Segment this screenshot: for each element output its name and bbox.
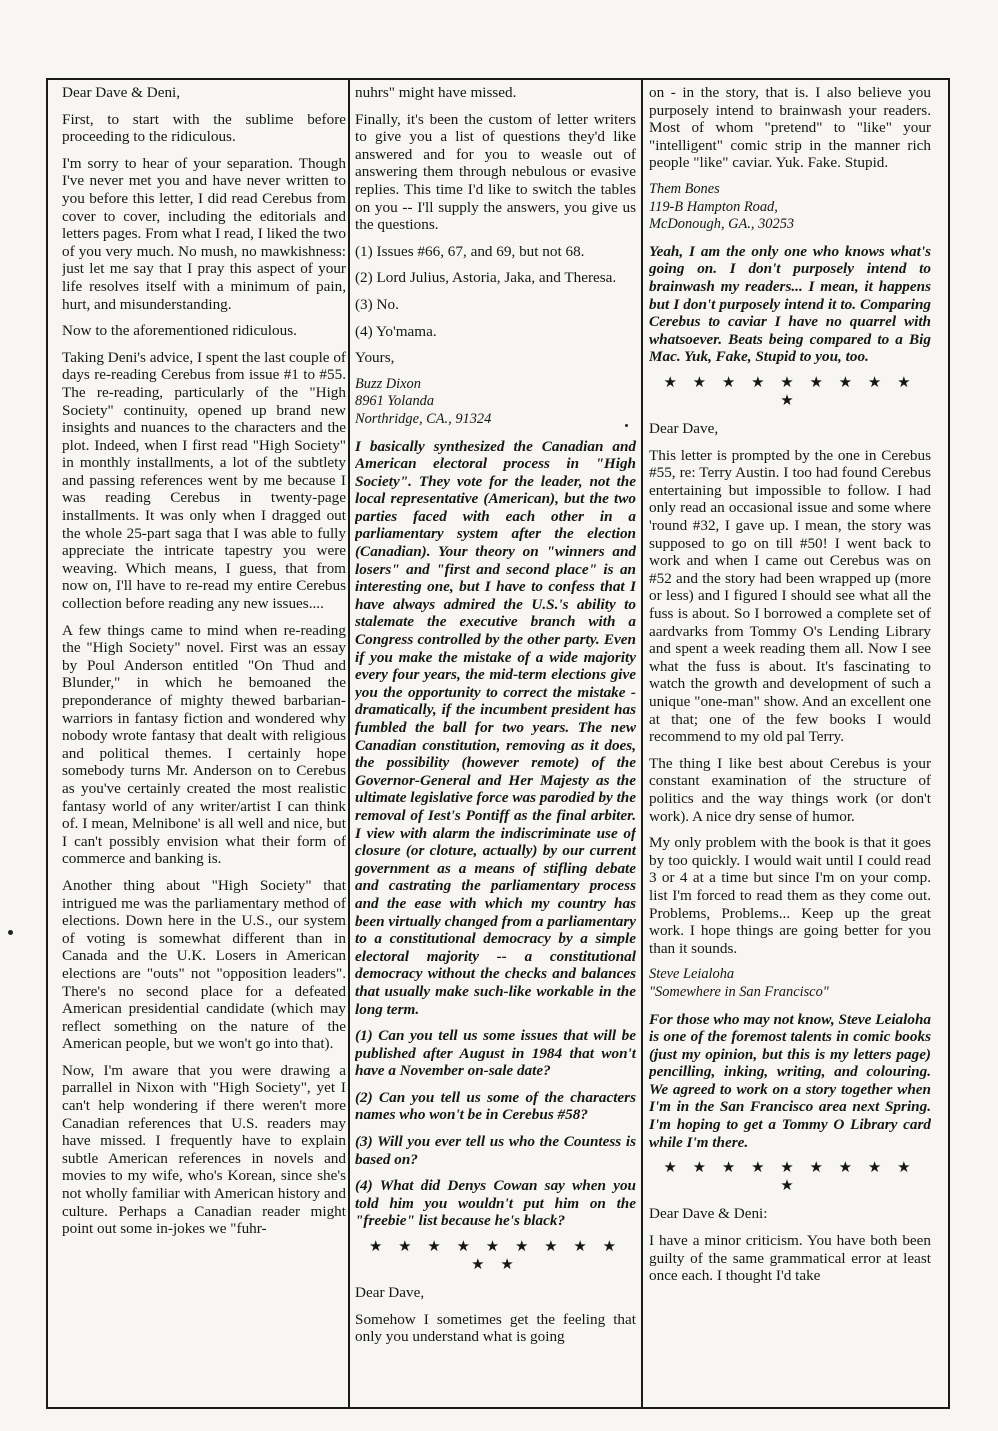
- letter-paragraph: I have a minor criticism. You have both been guilty of the same grammatical error at least once each. I thought I'd take: [649, 1232, 931, 1285]
- signature-line: "Somewhere in San Francisco": [649, 983, 829, 1000]
- letters-column-3: [649, 84, 931, 1404]
- letter-paragraph: (3) No.: [355, 295, 399, 313]
- star-separator: ★ ★ ★ ★ ★ ★ ★ ★ ★ ★: [663, 374, 917, 409]
- letter-paragraph: Now to the aforementioned ridiculous.: [62, 322, 297, 340]
- editor-reply: (4) What did Denys Cowan say when you told him you wouldn't put him on the "freebie" list because he's black?: [355, 1177, 636, 1230]
- signature-line: McDonough, GA., 30253: [649, 216, 795, 233]
- signature-line: Them Bones: [649, 180, 720, 197]
- editor-reply: Yeah, I am the only one who knows what's going on. I don't purposely intend to brainwash my readers... I mean, it happens but I don't purposely intend it to. Comparing Cerebus to caviar I have no quarrel with whatsoever. Beats being compared to a Big Mac. Yuk, Fake, Stupid to you, too.: [649, 242, 931, 366]
- salutation: Dear Dave & Deni:: [649, 1205, 768, 1223]
- letter-paragraph: Finally, it's been the custom of letter writers to give you a list of questions they'd like answered and for you to weasle out of answering them through nebulous or evasive replies. This time I'd like to switch the tables on you -- I'll supply the answers, you give us the questions.: [355, 110, 636, 234]
- letter-paragraph: This letter is prompted by the one in Cerebus #55, re: Terry Austin. I too had found Cerebus entertaining but impossible to follow. I had only read an occasional issue and some where 'round #32, I gave up. I mean, the story was supposed to go on till #50! I went back to work and when I came out Cerebus was on #52 and the story had been wrapped up (more or less) and I figured I should see what all the fuss is about. So I borrowed a complete set of aardvarks from Tommy O's Lending Library and spent a week reading them all. Now I see what the fuss is about. It's fascinating to watch the growth and development of such a unique "one-man" show. And an excellent one at that; one of the few books I would recommend to my old pal Terry.: [649, 446, 931, 746]
- letter-paragraph: A few things came to mind when re-reading the "High Society" novel. First was an essay by Poul Anderson entitled "On Thud and Blunder," in which he bemoaned the preponderance of mighty thewed barbarian-warriors in fantasy fiction and wondered why nobody wrote fantasy that dealt with religious and political themes. I certainly hope somebody turns Mr. Anderson on to Cerebus as you've certainly created the most realistic fantasy world of any writer/artist I can think of. I mean, Melnibone' is all well and nice, but I can't possibly envision what their form of commerce and banking is.: [62, 621, 346, 868]
- signature-line: Buzz Dixon: [355, 375, 421, 392]
- letters-column-1: [62, 84, 346, 1404]
- editor-reply: For those who may not know, Steve Leialoha is one of the foremost talents in comic books (just my opinion, but this is my letters page) pencilling, inking, writing, and colouring. We agreed to work on a story together when I'm in the San Francisco area next Spring. I'm hoping to get a Tommy O Library card while I'm there.: [649, 1010, 931, 1151]
- letter-paragraph: Somehow I sometimes get the feeling that only you understand what is going: [355, 1310, 636, 1346]
- letters-column-2: [355, 84, 636, 1404]
- star-separator: ★ ★ ★ ★ ★ ★ ★ ★ ★ ★ ★: [368, 1239, 623, 1273]
- letter-paragraph: I'm sorry to hear of your separation. Though I've never met you and have never written to you before this letter, I did read Cerebus from cover to cover, including the editorials and letters pages. From what I read, I liked the two of you very much. No mush, no mawkishness: just let me say that I pray this aspect of your life resolves itself with a minimum of pain, hurt, and misunderstanding.: [62, 154, 346, 313]
- letter-paragraph: (1) Issues #66, 67, and 69, but not 68.: [355, 242, 585, 260]
- signature-line: 8961 Yolanda: [355, 393, 435, 410]
- letter-paragraph: nuhrs" might have missed.: [355, 84, 517, 101]
- letter-paragraph: (2) Lord Julius, Astoria, Jaka, and Theresa.: [355, 269, 617, 287]
- salutation: Yours,: [355, 349, 395, 367]
- letter-paragraph: Now, I'm aware that you were drawing a parrallel in Nixon with "High Society", yet I can't help wondering if there weren't more Canadian references that U.S. readers may have missed. I frequently have to explain subtle American references in novels and movies to my wife, who's Korean, since she's not wholly familiar with American history and culture. Perhaps a Canadian reader might point out some in-jokes we "fuhr-: [62, 1061, 346, 1238]
- editor-reply: I basically synthesized the Canadian and American electoral process in "High Society". They vote for the leader, not the local representative (American), but the two parties faced with each other in a parliamentary system after the election (Canadian). Your theory on "winners and losers" and "first and second place" is an interesting one, but I have to confess that I have always admired the U.S.'s ability to stalemate the executive branch with a Congress controlled by the other party. Even if you make the mistake of a wide majority every four years, the mid-term elections give you the opportunity to correct the mistake -dramatically, if the incumbent president has fumbled the ball for two years. The new Canadian constitution, removing as it does, the possibility (however remote) of the Governor-General and Her Majesty as the ultimate legislative force was parodied by the removal of Iest's Pontiff as the final arbiter. I view with alarm the indiscriminate use of closure (or cloture, actually) by our current government as a means of stifling debate and castrating the parliamentary process and the ease with which my country has been virtually changed from a parliamentary to a constitutional democracy by a simple electoral majority -- a constitutional democracy without the checks and balances that usually make such-like workable in the long term.: [355, 437, 636, 1018]
- letter-paragraph: First, to start with the sublime before proceeding to the ridiculous.: [62, 110, 346, 146]
- letter-paragraph: The thing I like best about Cerebus is your constant examination of the structure of politics and the way things work (or don't work). A nice dry sense of humor.: [649, 754, 931, 825]
- editor-reply: (2) Can you tell us some of the characters names who won't be in Cerebus #58?: [355, 1088, 636, 1124]
- column-divider-1: [348, 80, 350, 1409]
- letter-paragraph: My only problem with the book is that it goes by too quickly. I would wait until I could read 3 or 4 at a time but since I'm on your comp. list I'm forced to read them as they come out. Problems, Problems... Keep up the great work. I hope things are going better for you than it sounds.: [649, 834, 931, 957]
- signature-line: Steve Leialoha: [649, 966, 735, 983]
- signature-line: Northridge, CA., 91324: [355, 410, 492, 427]
- letter-paragraph: on - in the story, that is. I also believe you purposely intend to brainwash your readers. Most of whom "pretend" to "like" your "intelligent" comic strip in the manner rich people "like" caviar. Yuk. Fake. Stupid.: [649, 84, 931, 172]
- signature-line: 119-B Hampton Road,: [649, 198, 778, 215]
- salutation: Dear Dave & Deni,: [62, 84, 181, 101]
- star-separator: ★ ★ ★ ★ ★ ★ ★ ★ ★ ★: [663, 1160, 917, 1194]
- print-speck: [625, 424, 628, 427]
- letter-paragraph: Another thing about "High Society" that intrigued me was the parliamentary method of elections. Down here in the U.S., our system of voting is somewhat different than in Canada and the U.K. Losers in American elections are "outs" not "opposition leaders". There's no second place for a defeated American presidential candidate (which may reflect something on the nature of the American people, but we won't go into that).: [62, 876, 346, 1053]
- salutation: Dear Dave,: [649, 420, 719, 438]
- editor-reply: (1) Can you tell us some issues that will be published after August in 1984 that won't have a November on-sale date?: [355, 1027, 636, 1080]
- salutation: Dear Dave,: [355, 1284, 425, 1302]
- print-speck: [8, 930, 13, 935]
- editor-reply: (3) Will you ever tell us who the Countess is based on?: [355, 1133, 636, 1168]
- letter-paragraph: Taking Deni's advice, I spent the last couple of days re-reading Cerebus from issue #1 to #55. The re-reading, particularly of the "High Society" continuity, opened up brand new insights and nuances to the characters and the plot. Indeed, when I first read "High Society" in monthly installments, a lot of the subtlety and passing references went by me because I was reading Cerebus in twenty-page installments. It was only when I dragged out the whole 25-part saga that I was able to fully appreciate the intricate tapestry you were weaving. Which means, I guess, that from now on, I'll have to re-read my entire Cerebus collection before reading any new issues....: [62, 348, 346, 613]
- letter-paragraph: (4) Yo'mama.: [355, 322, 437, 340]
- column-divider-2: [641, 80, 643, 1409]
